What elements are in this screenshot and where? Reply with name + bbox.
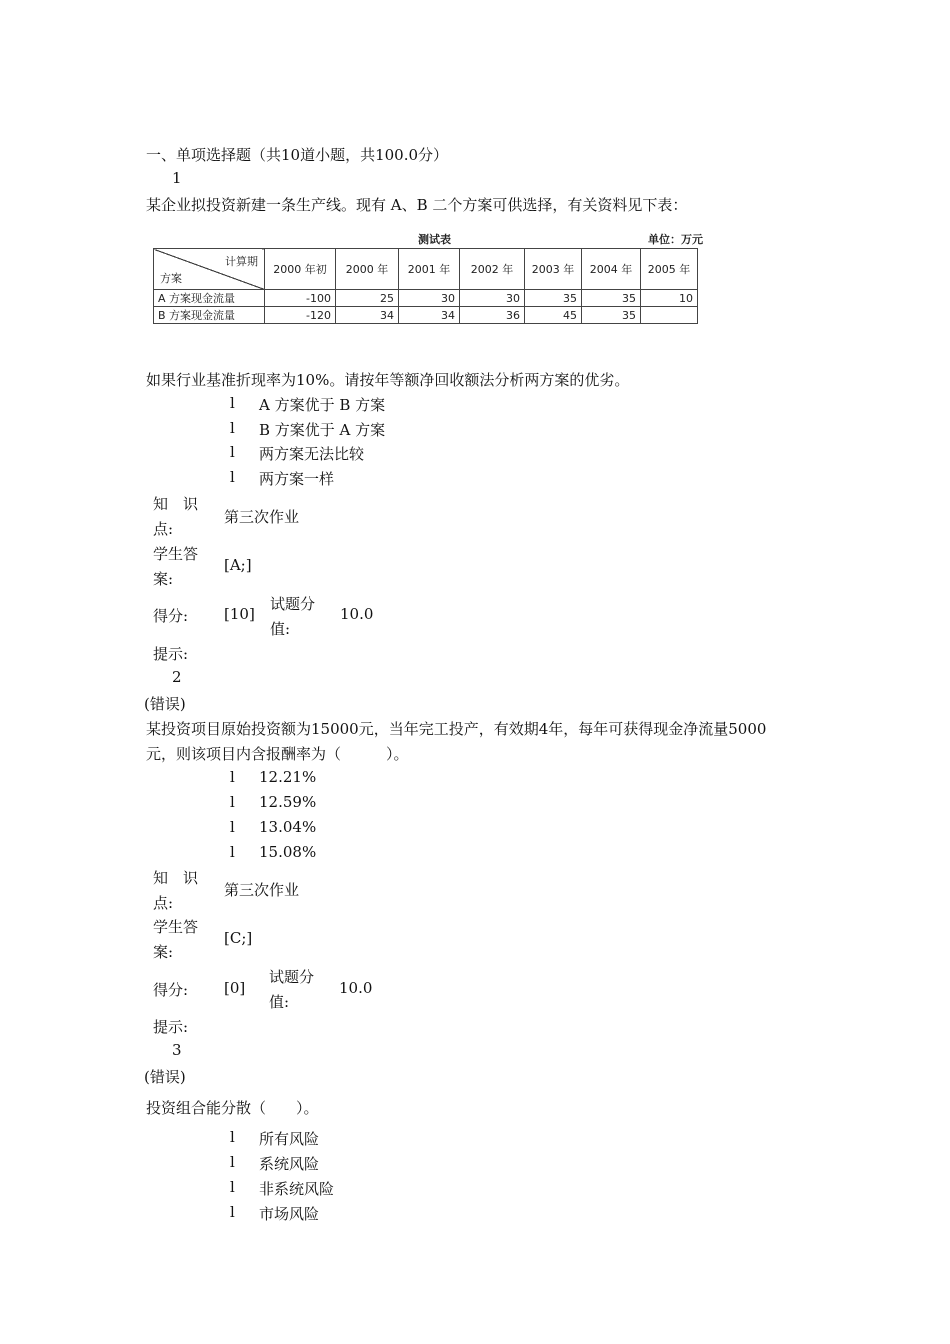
question-stem: 某投资项目原始投资额为15000元，当年完工投产，有效期4年，每年可获得现金净流量5000 bbox=[146, 720, 767, 738]
table-row bbox=[154, 307, 698, 324]
score-label: 得分: bbox=[153, 981, 189, 999]
question-value: 10.0 bbox=[340, 605, 374, 623]
question-number: 2 bbox=[172, 668, 182, 686]
knowledge-label: 知 识 bbox=[153, 495, 199, 513]
option-a[interactable]: A 方案优于 B 方案 bbox=[259, 396, 386, 414]
option-a[interactable]: 所有风险 bbox=[259, 1130, 320, 1148]
table-cell: 34 bbox=[336, 307, 399, 324]
table-header-row bbox=[154, 249, 698, 290]
column-header: 2001 年 bbox=[399, 249, 460, 290]
table-cell: -100 bbox=[265, 290, 336, 307]
table-cell: 30 bbox=[399, 290, 460, 307]
option-bullet: l bbox=[230, 843, 235, 861]
table-cell: 25 bbox=[336, 290, 399, 307]
table-row bbox=[154, 290, 698, 307]
table-cell: 30 bbox=[460, 290, 525, 307]
column-header: 2000 年初 bbox=[265, 249, 336, 290]
option-d[interactable]: 15.08% bbox=[259, 843, 317, 861]
table-cell: 35 bbox=[582, 290, 641, 307]
table-caption: 测试表 bbox=[418, 233, 451, 246]
column-header: 2002 年 bbox=[460, 249, 525, 290]
table-cell: 45 bbox=[525, 307, 582, 324]
column-header: 2004 年 bbox=[582, 249, 641, 290]
column-header: 2005 年 bbox=[641, 249, 698, 290]
knowledge-label-cont: 点: bbox=[153, 894, 174, 912]
option-bullet: l bbox=[230, 1203, 235, 1221]
question-number: 3 bbox=[172, 1041, 182, 1059]
knowledge-value: 第三次作业 bbox=[224, 881, 300, 899]
question-stem-continued: 元，则该项目内含报酬率为（ ）。 bbox=[146, 745, 409, 763]
hint-label: 提示: bbox=[153, 1018, 189, 1036]
answer-label-cont: 案: bbox=[153, 570, 174, 588]
option-bullet: l bbox=[230, 793, 235, 811]
table-cell: 35 bbox=[582, 307, 641, 324]
table-cell: 34 bbox=[399, 307, 460, 324]
question-stem: 投资组合能分散（ ）。 bbox=[146, 1099, 319, 1117]
cash-flow-table-image bbox=[150, 228, 720, 326]
knowledge-label: 知 识 bbox=[153, 869, 199, 887]
cash-flow-table bbox=[153, 248, 698, 324]
option-bullet: l bbox=[230, 419, 235, 437]
question-stem: 某企业拟投资新建一条生产线。现有 A、B 二个方案可供选择，有关资料见下表： bbox=[146, 196, 688, 214]
student-answer: [C;] bbox=[224, 929, 253, 947]
option-c[interactable]: 非系统风险 bbox=[259, 1180, 335, 1198]
column-header: 2000 年 bbox=[336, 249, 399, 290]
question-number: 1 bbox=[172, 169, 182, 187]
table-cell: 10 bbox=[641, 290, 698, 307]
knowledge-label-cont: 点: bbox=[153, 520, 174, 538]
option-a[interactable]: 12.21% bbox=[259, 768, 317, 786]
table-cell bbox=[641, 307, 698, 324]
corner-plan-label: 方案 bbox=[160, 272, 182, 285]
question-value-label: 试题分 bbox=[270, 595, 316, 613]
table-corner-cell bbox=[154, 249, 265, 290]
option-bullet: l bbox=[230, 818, 235, 836]
question-value-label: 试题分 bbox=[269, 968, 315, 986]
option-d[interactable]: 两方案一样 bbox=[259, 470, 335, 488]
score-label: 得分: bbox=[153, 607, 189, 625]
option-bullet: l bbox=[230, 1128, 235, 1146]
option-b[interactable]: 12.59% bbox=[259, 793, 317, 811]
score-value: [10] bbox=[224, 605, 255, 623]
table-unit: 单位：万元 bbox=[648, 233, 703, 246]
table-cell: 36 bbox=[460, 307, 525, 324]
option-bullet: l bbox=[230, 394, 235, 412]
question-stem-continued: 如果行业基准折现率为10%。请按年等额净回收额法分析两方案的优劣。 bbox=[146, 371, 630, 389]
answer-label: 学生答 bbox=[153, 918, 199, 936]
option-bullet: l bbox=[230, 468, 235, 486]
answer-label: 学生答 bbox=[153, 545, 199, 563]
option-bullet: l bbox=[230, 768, 235, 786]
column-header: 2003 年 bbox=[525, 249, 582, 290]
table-cell: -120 bbox=[265, 307, 336, 324]
section-title: 一、单项选择题（共10道小题，共100.0分） bbox=[146, 146, 449, 164]
question-status: (错误) bbox=[144, 1068, 186, 1086]
option-bullet: l bbox=[230, 1153, 235, 1171]
question-status: (错误) bbox=[144, 695, 186, 713]
option-bullet: l bbox=[230, 1178, 235, 1196]
option-b[interactable]: 系统风险 bbox=[259, 1155, 320, 1173]
option-bullet: l bbox=[230, 443, 235, 461]
table-cell: 35 bbox=[525, 290, 582, 307]
score-value: [0] bbox=[224, 979, 246, 997]
corner-period-label: 计算期 bbox=[225, 255, 258, 268]
option-c[interactable]: 13.04% bbox=[259, 818, 317, 836]
option-d[interactable]: 市场风险 bbox=[259, 1205, 320, 1223]
hint-label: 提示: bbox=[153, 645, 189, 663]
student-answer: [A;] bbox=[224, 556, 252, 574]
option-c[interactable]: 两方案无法比较 bbox=[259, 445, 365, 463]
row-label: A 方案现金流量 bbox=[154, 290, 265, 307]
knowledge-value: 第三次作业 bbox=[224, 508, 300, 526]
row-label: B 方案现金流量 bbox=[154, 307, 265, 324]
question-value: 10.0 bbox=[339, 979, 373, 997]
option-b[interactable]: B 方案优于 A 方案 bbox=[259, 421, 386, 439]
question-value-label-cont: 值: bbox=[270, 620, 291, 638]
question-value-label-cont: 值: bbox=[269, 993, 290, 1011]
answer-label-cont: 案: bbox=[153, 943, 174, 961]
